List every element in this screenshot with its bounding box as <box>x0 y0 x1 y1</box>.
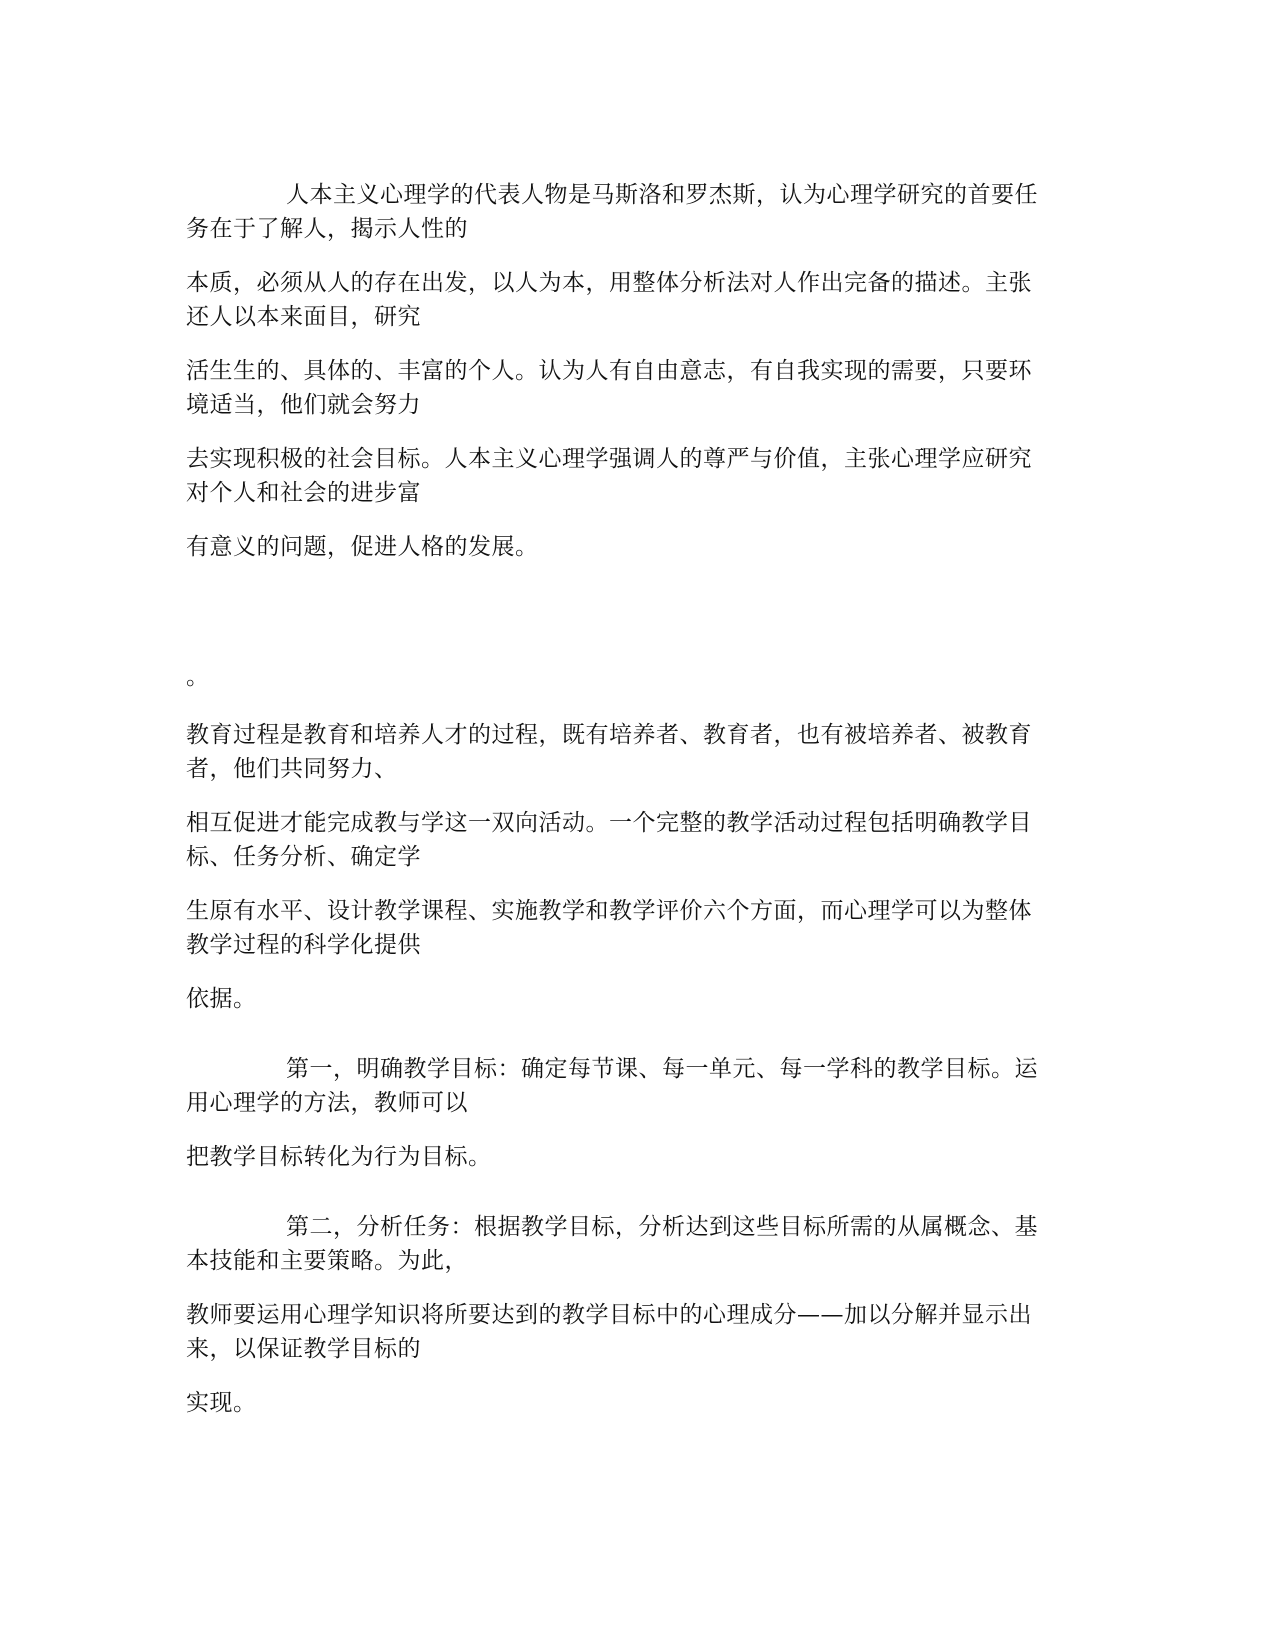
paragraph-line: 教师要运用心理学知识将所要达到的教学目标中的心理成分——加以分解并显示出 <box>186 1302 1032 1328</box>
paragraph-education-process <box>186 718 1086 786</box>
paragraph-personality-development <box>186 530 1086 564</box>
paragraph-line: 境适当，他们就会努力 <box>186 392 421 418</box>
paragraph-line: 本质，必须从人的存在出发，以人为本，用整体分析法对人作出完备的描述。主张 <box>186 270 1032 296</box>
paragraph-teacher-psychology <box>186 1298 1086 1366</box>
paragraph-line: 有意义的问题，促进人格的发展。 <box>186 534 539 560</box>
paragraph-line: 者，他们共同努力、 <box>186 756 398 782</box>
paragraph-line: 用心理学的方法，教师可以 <box>186 1090 468 1116</box>
paragraph-line: 对个人和社会的进步富 <box>186 480 421 506</box>
paragraph-line: 去实现积极的社会目标。人本主义心理学强调人的尊严与价值，主张心理学应研究 <box>186 446 1032 472</box>
paragraph-line: 人本主义心理学的代表人物是马斯洛和罗杰斯，认为心理学研究的首要任 <box>286 182 1038 208</box>
paragraph-line: 还人以本来面目，研究 <box>186 304 421 330</box>
paragraph-line: 教育过程是教育和培养人才的过程，既有培养者、教育者，也有被培养者、被教育 <box>186 722 1032 748</box>
paragraph-six-aspects <box>186 894 1086 962</box>
paragraph-line: 相互促进才能完成教与学这一双向活动。一个完整的教学活动过程包括明确教学目 <box>186 810 1032 836</box>
paragraph-line: 。 <box>186 664 210 690</box>
paragraph-line: 实现。 <box>186 1390 257 1416</box>
paragraph-line: 来，以保证教学目标的 <box>186 1336 421 1362</box>
paragraph-line: 生原有水平、设计教学课程、实施教学和教学评价六个方面，而心理学可以为整体 <box>186 898 1032 924</box>
paragraph-line: 依据。 <box>186 986 257 1012</box>
paragraph-first-teaching-goals <box>186 1052 1086 1120</box>
paragraph-realization <box>186 1386 1086 1420</box>
paragraph-individual <box>186 354 1086 422</box>
paragraph-line: 把教学目标转化为行为目标。 <box>186 1144 492 1170</box>
paragraph-social-goals <box>186 442 1086 510</box>
paragraph-stray-period <box>186 660 1086 694</box>
paragraph-second-task-analysis <box>186 1210 1086 1278</box>
paragraph-basis <box>186 982 1086 1016</box>
paragraph-behavioral-goals <box>186 1140 1086 1174</box>
paragraph-line: 第二，分析任务：根据教学目标，分析达到这些目标所需的从属概念、基 <box>286 1214 1038 1240</box>
paragraph-line: 务在于了解人，揭示人性的 <box>186 216 468 242</box>
paragraph-line: 标、任务分析、确定学 <box>186 844 421 870</box>
paragraph-line: 教学过程的科学化提供 <box>186 932 421 958</box>
paragraph-essence <box>186 266 1086 334</box>
paragraph-humanistic-psychology-intro <box>186 178 1086 246</box>
paragraph-line: 第一，明确教学目标：确定每节课、每一单元、每一学科的教学目标。运 <box>286 1056 1038 1082</box>
paragraph-line: 本技能和主要策略。为此， <box>186 1248 468 1274</box>
paragraph-teaching-activity <box>186 806 1086 874</box>
paragraph-line: 活生生的、具体的、丰富的个人。认为人有自由意志，有自我实现的需要，只要环 <box>186 358 1032 384</box>
